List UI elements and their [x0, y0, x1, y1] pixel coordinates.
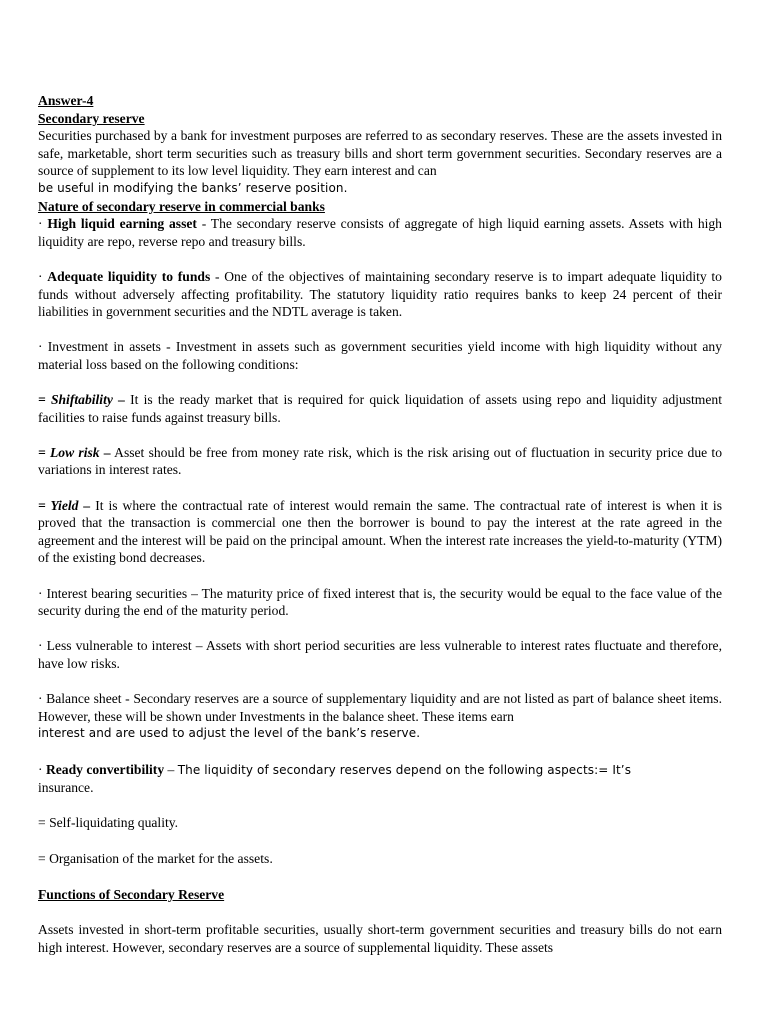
intro-paragraph-tail: be useful in modifying the banks’ reserve position.	[38, 180, 348, 195]
paragraph-self-liquidating: = Self-liquidating quality.	[38, 815, 179, 831]
paragraph-yield: = Yield – It is where the contractual rate of interest would remain the same. The contractual rate of interest is when it is proved that the transaction is commercial one then the borrower is bound to pay the interest at the rate agreed in the agreement and the interest will be paid on the principal amount. When the interest rate increases the yield-to-maturity (YTM) of the existing bond decreases.	[38, 497, 722, 566]
document-page	[38, 92, 722, 956]
secondary-reserve-heading: Secondary reserve	[38, 110, 145, 126]
paragraph-organisation: = Organisation of the market for the assets.	[38, 850, 274, 866]
paragraph-ready-convertibility: · Ready convertibility – The liquidity of secondary reserves depend on the following aspects:= It’s	[38, 761, 632, 777]
paragraph-interest-bearing: · Interest bearing securities – The maturity price of fixed interest that is, the security would be equal to the face value of the security during the end of the maturity period.	[38, 585, 722, 619]
functions-heading: Functions of Secondary Reserve	[38, 886, 225, 902]
paragraph-balance-sheet-tail: interest and are used to adjust the level of the bank’s reserve.	[38, 726, 421, 741]
paragraph-investment-assets: · Investment in assets - Investment in assets such as government securities yield income with high liquidity without any material loss based on the following conditions:	[38, 339, 722, 372]
paragraph-adequate-liquidity: · Adequate liquidity to funds - One of the objectives of maintaining secondary reserve is to impart adequate liquidity to funds without adversely affecting profitability. The statutory liquidity ratio requires banks to keep 24 percent of their liabilities in government securities and the NDTL average is taken.	[38, 268, 722, 320]
paragraph-high-liquid: · High liquid earning asset - The secondary reserve consists of aggregate of high liquid earning assets. Assets with high liquidity are repo, reverse repo and treasury bills.	[38, 216, 722, 249]
paragraph-balance-sheet: · Balance sheet - Secondary reserves are a source of supplementary liquidity and are not listed as part of balance sheet items. However, these will be shown under Investments in the balance sheet. These items earn	[38, 691, 722, 724]
paragraph-less-vulnerable: · Less vulnerable to interest – Assets with short period securities are less vulnerable to interest rates fluctuate and therefore, have low risks.	[38, 638, 722, 671]
paragraph-functions: Assets invested in short-term profitable securities, usually short-term government securities and treasury bills do not earn high interest. However, secondary reserves are a source of supplemental liquidity. These assets	[38, 921, 722, 955]
paragraph-ready-convertibility-tail: insurance.	[38, 780, 94, 796]
answer-heading: Answer-4	[38, 93, 94, 108]
paragraph-shiftability: = Shiftability – It is the ready market that is required for quick liquidation of assets using repo and liquidity adjustment facilities to raise funds against treasury bills.	[38, 392, 722, 425]
paragraph-low-risk: = Low risk – Asset should be free from money rate risk, which is the risk arising out of fluctuation in security price due to variations in interest rates.	[38, 444, 723, 478]
nature-heading: Nature of secondary reserve in commercial banks	[38, 198, 325, 214]
intro-paragraph: Securities purchased by a bank for investment purposes are referred to as secondary reserves. These are the assets invested in safe, marketable, short term securities such as treasury bills and short term government securities. Secondary reserves are a source of supplement to its low level liquidity. They earn interest and can	[38, 128, 722, 179]
